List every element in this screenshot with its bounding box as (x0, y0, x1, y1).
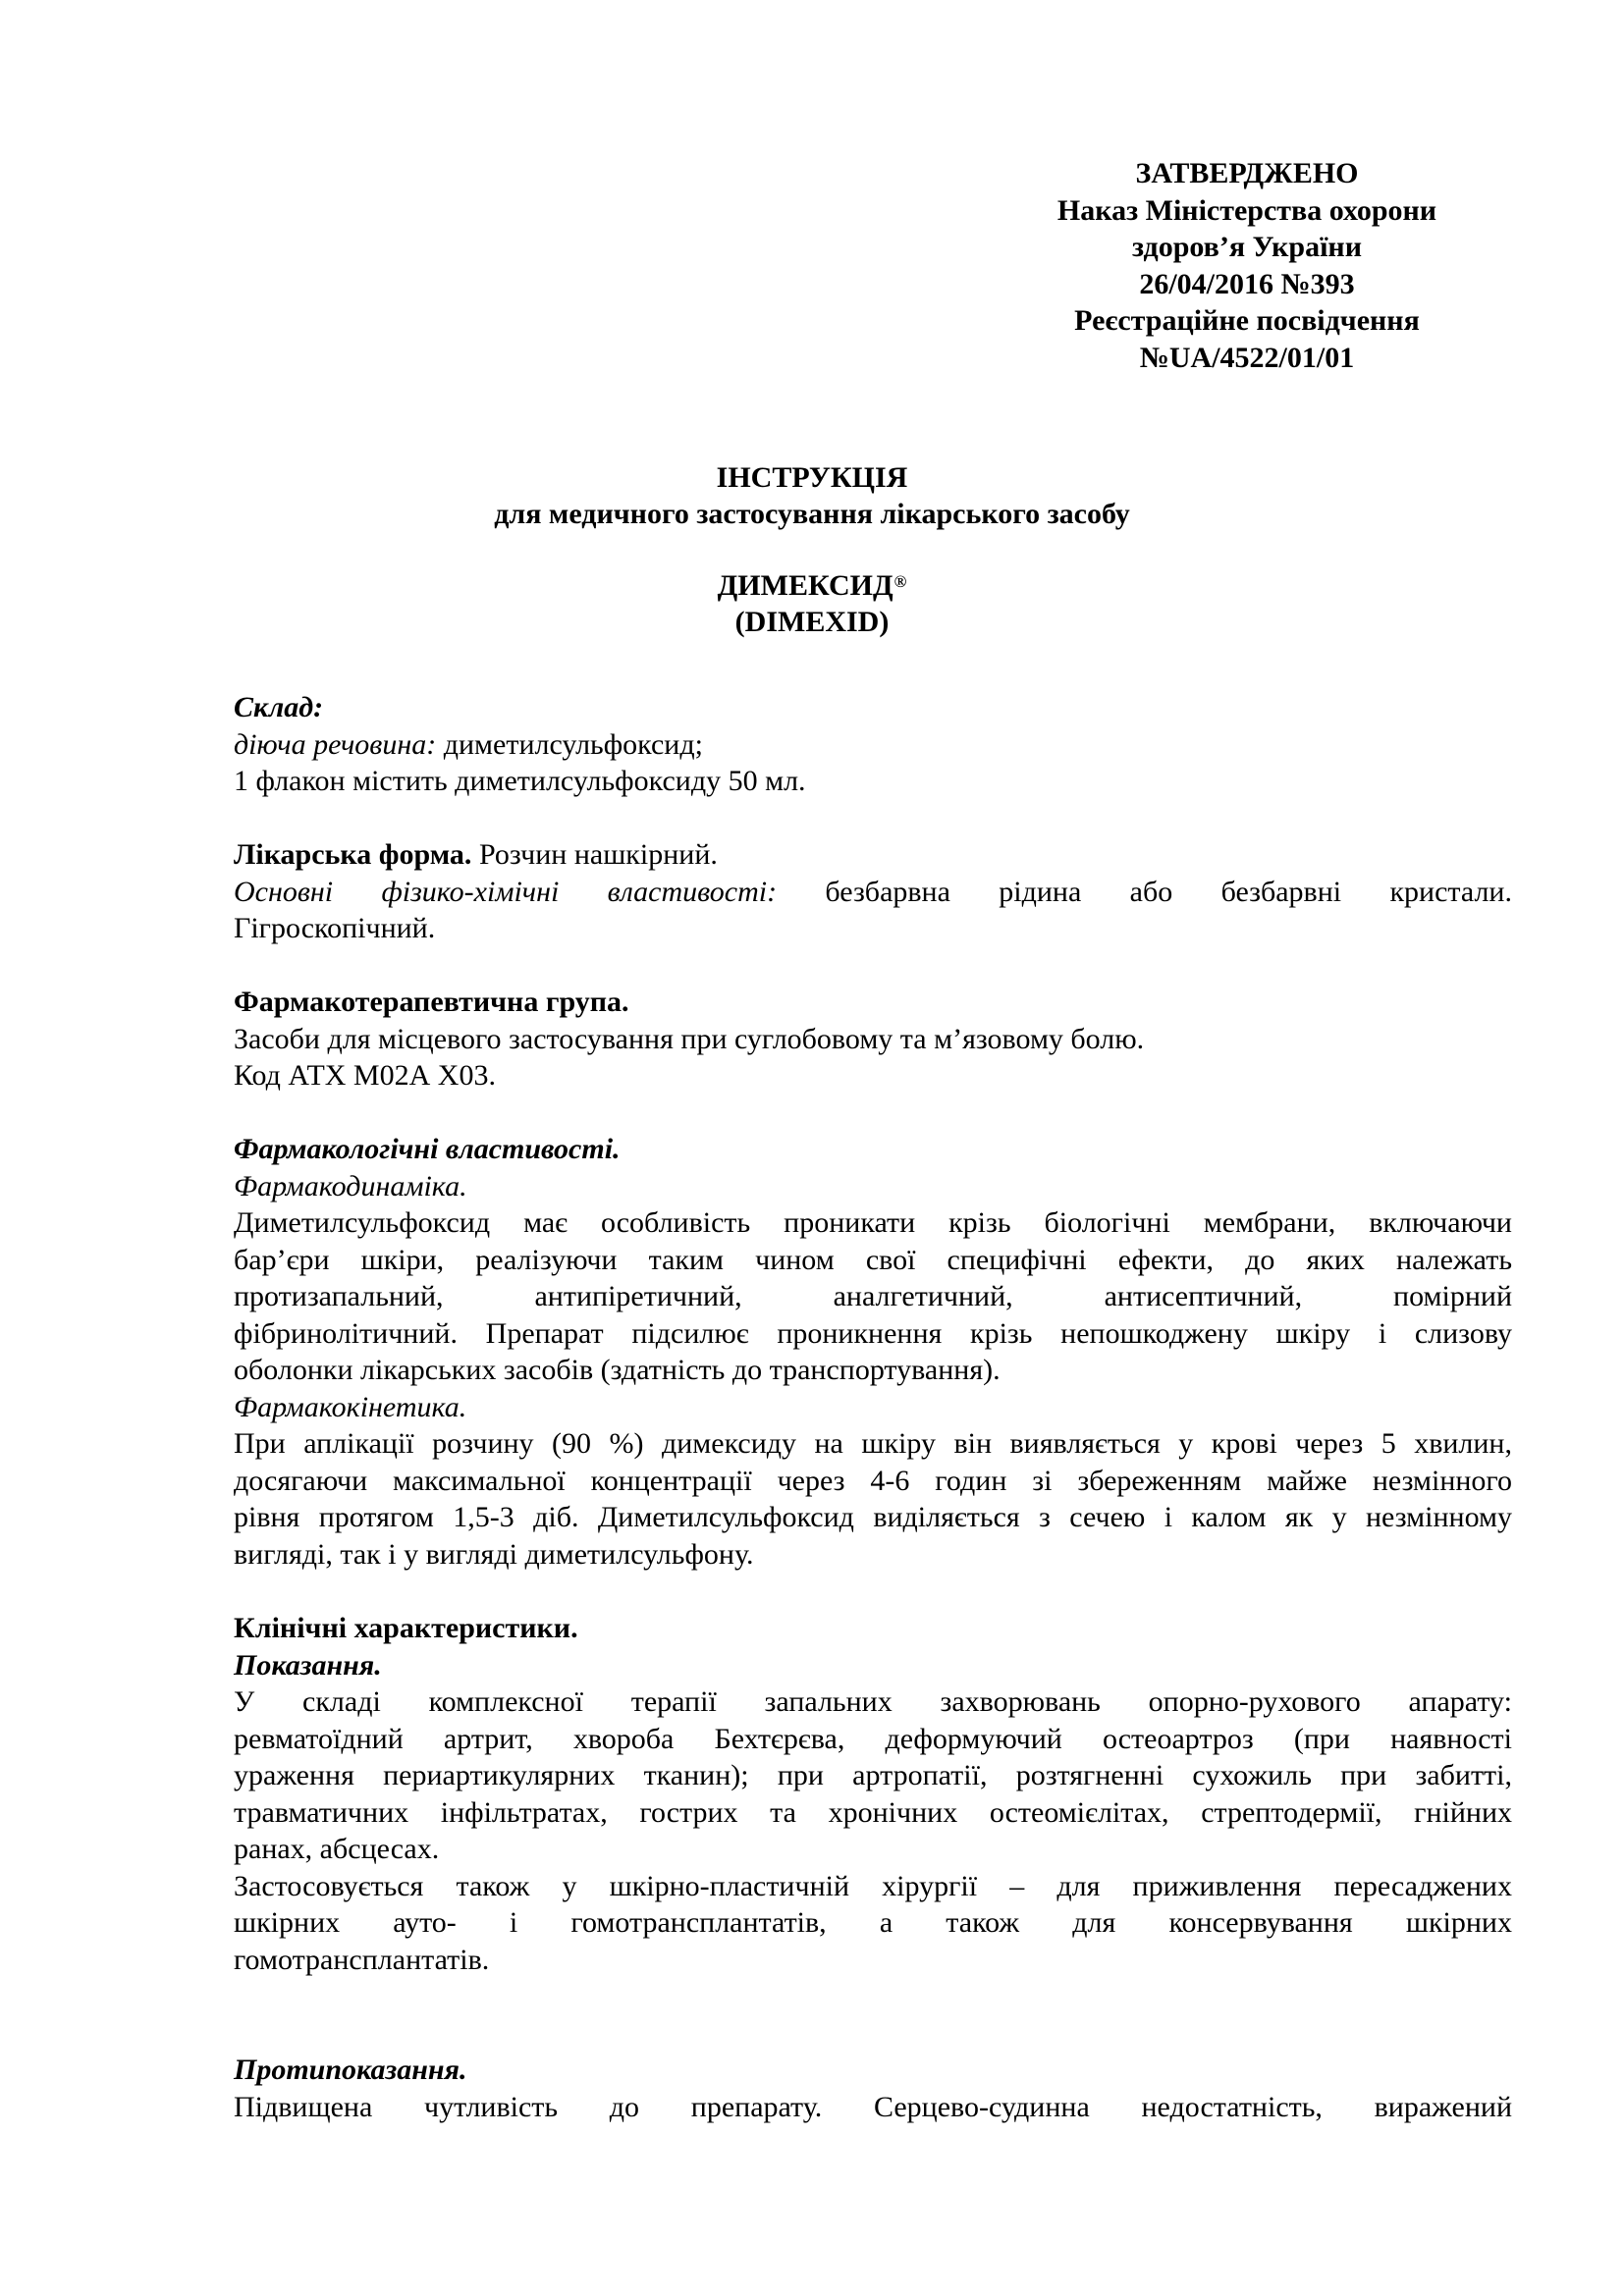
section-heading: Склад: (234, 691, 324, 723)
pharmacotherapeutic-line: Засоби для місцевого застосування при суглобовому та м’язовому болю. (234, 1022, 1145, 1055)
physico-chemical-line-2: Гігроскопічний. (234, 912, 436, 944)
drug-name: ДИМЕКСИД (717, 569, 893, 602)
dosage-form-line (234, 836, 1512, 874)
physico-chemical-label: Основні фізико-хімічні властивості: (234, 875, 778, 908)
section-pharmacotherapeutic (234, 984, 1512, 1095)
paragraph-line: У складі комплексної терапії запальних захворювань опорно-рухового апарату: (234, 1685, 1512, 1718)
section-composition (234, 689, 1512, 800)
approval-line: здоров’я України (1132, 231, 1362, 263)
section-heading: Фармакологічні властивості. (234, 1133, 621, 1165)
dosage-form-value: Розчин нашкірний. (471, 838, 718, 871)
atc-code: Код АТХ М02А Х03. (234, 1059, 496, 1092)
approval-line: Наказ Міністерства охорони (1056, 193, 1437, 227)
active-label: діюча речовина: (234, 727, 437, 761)
section-heading: Клінічні характеристики. (234, 1612, 578, 1644)
approval-line: ЗАТВЕРДЖЕНО (1135, 157, 1359, 189)
section-clinical (234, 1610, 1512, 1978)
section-heading: Лікарська форма. (234, 838, 472, 871)
composition-line: 1 флакон містить диметилсульфоксиду 50 мл. (234, 765, 806, 797)
physico-chemical-line (234, 874, 1512, 911)
paragraph-line: шкірних ауто- і гомотрансплантатів, а також для консервування шкірних (234, 1906, 1512, 1939)
paragraph-line: Підвищена чутливість до препарату. Серцево-судинна недостатність, виражений (234, 2090, 1512, 2123)
paragraph-line: протизапальний, антипіретичний, аналгетичний, антисептичний, помірний (234, 1280, 1512, 1312)
subsection-label: Показання. (234, 1648, 382, 1682)
paragraph-line: При аплікації розчину (90 %) димексиду на шкіру він виявляється у крові через 5 хвилин, (234, 1427, 1512, 1460)
approval-line: №UA/4522/01/01 (1139, 341, 1355, 374)
subsection-label: Фармакокінетика. (234, 1390, 467, 1423)
document-title-block (0, 459, 1624, 532)
composition-active (234, 726, 1512, 764)
paragraph-line: Застосовується також у шкірно-пластичній хірургії – для приживлення пересаджених (234, 1869, 1512, 1902)
section-contraindications (234, 2052, 1512, 2125)
document-title: ІНСТРУКЦІЯ (716, 461, 908, 494)
paragraph-line: рівня протягом 1,5-3 діб. Диметилсульфоксид виділяється з сечею і калом як у незмінному (234, 1501, 1512, 1533)
paragraph-line: ревматоїдний артрит, хвороба Бехтєрєва, деформуючий остеоартроз (при наявності (234, 1722, 1512, 1755)
section-dosage-form (234, 836, 1512, 947)
section-heading: Фармакотерапевтична група. (234, 986, 629, 1018)
subsection-label: Фармакодинаміка. (234, 1169, 467, 1202)
paragraph-line: досягаючи максимальної концентрації через 4-6 годин зі збереженням майже незмінного (234, 1464, 1512, 1497)
active-value: диметилсульфоксид; (436, 727, 703, 761)
paragraph-line: Диметилсульфоксид має особливість проникати крізь біологічні мембрани, включаючи (234, 1206, 1512, 1239)
paragraph-line: ураження периартикулярних тканин); при артропатії, розтягненні сухожиль при забитті, (234, 1759, 1512, 1791)
subsection-label: Протипоказання. (234, 2054, 467, 2086)
approval-line: Реєстраційне посвідчення (1074, 304, 1420, 337)
registered-mark: ® (893, 572, 907, 591)
paragraph-line: фібринолітичний. Препарат підсилює проникнення крізь непошкоджену шкіру і слизову (234, 1316, 1512, 1350)
document-subtitle: для медичного застосування лікарського засобу (494, 498, 1130, 530)
approval-stamp-text (1026, 155, 1468, 376)
paragraph-line: вигляді, так і у вигляді диметилсульфону. (234, 1537, 754, 1571)
paragraph-line: бар’єри шкіри, реалізуючи таким чином свої специфічні ефекти, до яких належать (234, 1243, 1512, 1276)
physico-chemical-value: безбарвна рідина або безбарвні кристали. (777, 875, 1512, 908)
paragraph-line: травматичних інфільтратах, гострих та хронічних остеомієлітах, стрептодермії, гнійних (234, 1795, 1512, 1829)
drug-name-block (0, 567, 1624, 640)
approval-line: 26/04/2016 №393 (1139, 267, 1355, 300)
paragraph-line: гомотрансплантатів. (234, 1943, 490, 1976)
paragraph-line: ранах, абсцесах. (234, 1833, 440, 1865)
paragraph-line: оболонки лікарських засобів (здатність до транспортування). (234, 1354, 1001, 1386)
drug-name-line (0, 567, 1624, 604)
drug-name-latin: (DIMEXID) (734, 606, 890, 638)
section-pharmacological (234, 1131, 1512, 1573)
